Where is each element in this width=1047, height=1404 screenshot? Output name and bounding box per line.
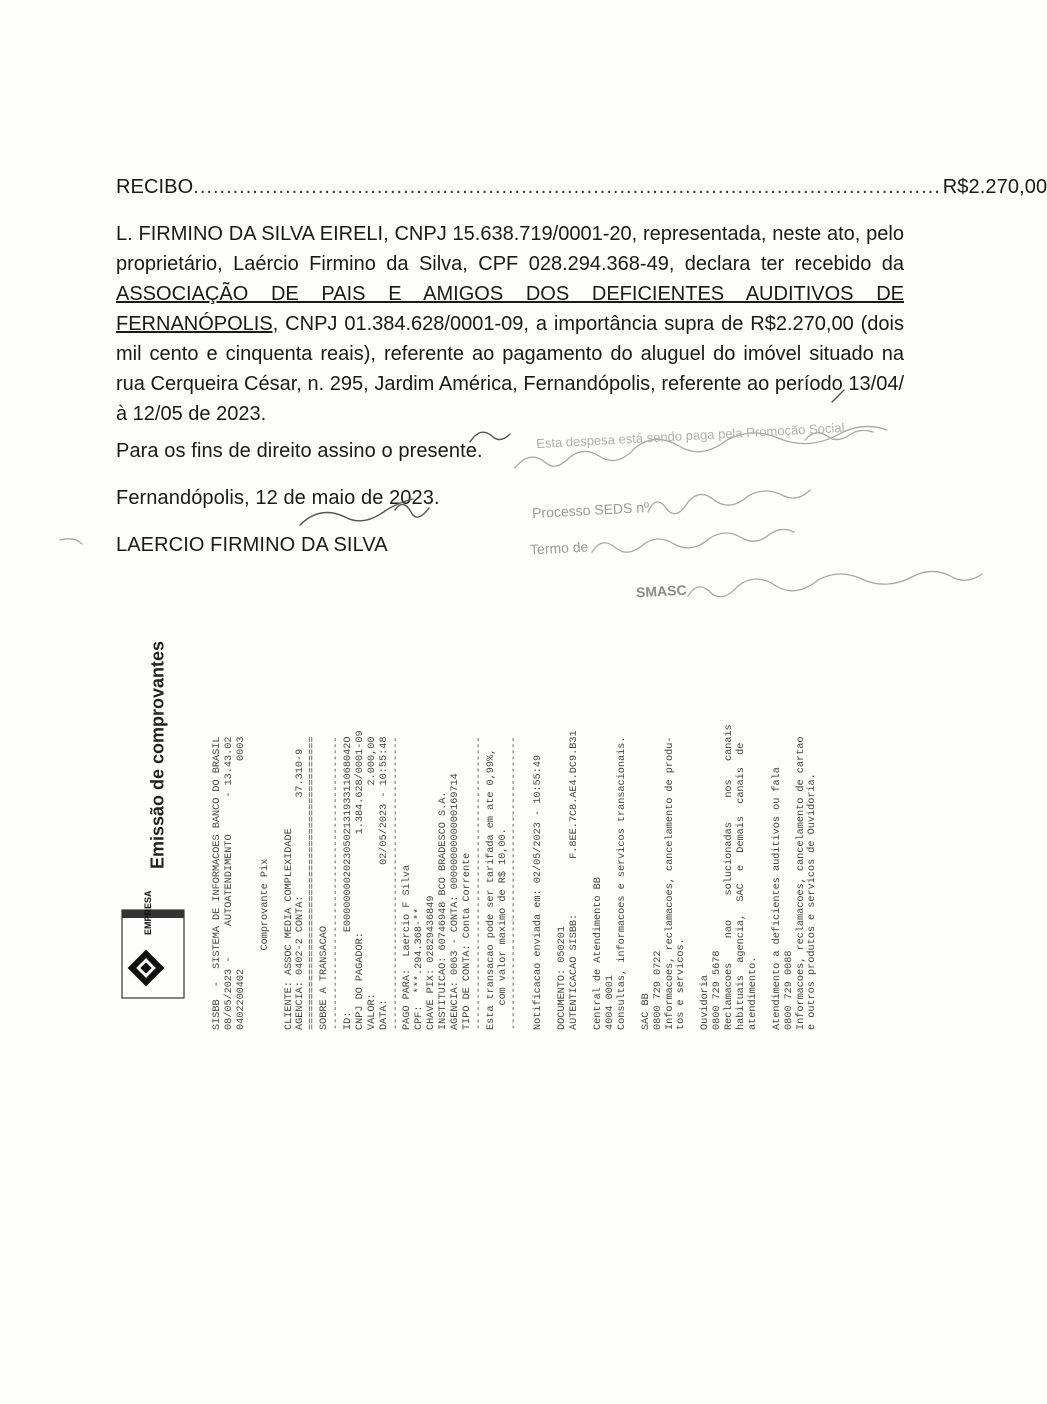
slip-line: com valor maximo de R$ 10,00. bbox=[497, 828, 509, 1030]
pix-receipt-slip-anchor bbox=[212, 724, 819, 1040]
receipt-amount: R$2.270,00 bbox=[942, 176, 1047, 198]
slip-line: Informacoes, reclamacoes, cancelamento de cartao bbox=[795, 736, 807, 1030]
slip-line: Reclamacoes nao solucionadas nos canais bbox=[724, 724, 736, 1030]
bank-logo-icon bbox=[122, 890, 184, 998]
slip-line: ------------------------------------------------ bbox=[473, 736, 485, 1030]
slip-line bbox=[688, 610, 700, 1030]
slip-line: habituais agencia, SAC e Demais canais de bbox=[735, 742, 747, 1030]
slip-line: 0800 729 0722 bbox=[652, 950, 664, 1030]
slip-line: Esta transacao pode ser tarifada em ate 0,99%, bbox=[485, 748, 497, 1030]
slip-line: INSTITUICAO: 60746948 BCO BRADESCO S.A. bbox=[438, 791, 450, 1030]
slip-line: 4004 0001 bbox=[604, 974, 616, 1030]
receipt-body-part-2: CNPJ 01.384.628/0001-09, a importância supra de R$2.270,00 (dois mil cento e cinquenta reais), referente ao pagamento do aluguel do imóvel situado na rua Cerqueira César, n. 295, Jardim América, Fernandópolis, referente ao período 13/04/ à 12/05 de 2023. bbox=[116, 313, 904, 425]
slip-line: ------------------------------------------------ bbox=[331, 736, 343, 1030]
slip-line: AGENCIA: 0402-2 CONTA: 37.310-9 bbox=[295, 748, 307, 1030]
slip-line: Comprovante Pix bbox=[259, 858, 271, 1030]
handwritten-signature bbox=[0, 0, 992, 640]
bank-logo-text: EMPRESA bbox=[143, 890, 153, 935]
receipt-closing: Para os fins de direito assino o presente. bbox=[116, 440, 483, 462]
stamp-smasc: SMASC bbox=[635, 581, 687, 601]
slip-line: tos e servicos. bbox=[676, 938, 688, 1030]
slip-line: AUTENTICACAO SISBB: F.8EE.7C8.AE4.DC9.B31 bbox=[569, 730, 581, 1030]
receipt-payer-name: ASSOCIAÇÃO DE PAIS E AMIGOS DOS DEFICIENTES AUDITIVOS DE FERNANÓPOLIS, bbox=[116, 283, 904, 335]
slip-line: VALOR: 2.000,00 bbox=[366, 736, 378, 1030]
stamp-termo: Termo de bbox=[529, 538, 589, 558]
slip-line bbox=[760, 610, 772, 1030]
slip-title: Emissão de comprovantes bbox=[147, 640, 168, 870]
slip-line: Informacoes, reclamacoes, cancelamento de produ- bbox=[664, 736, 676, 1030]
slip-line bbox=[581, 610, 593, 1030]
slip-line: 0402200402 0003 bbox=[235, 736, 247, 1030]
slip-line: ================================================ bbox=[307, 736, 319, 1030]
slip-line: PAGO PARA: Laercio F Silva bbox=[402, 864, 414, 1030]
receipt-body-part-1: L. FIRMINO DA SILVA EIRELI, CNPJ 15.638.719/0001-20, representada, neste ato, pelo proprietário, Laércio Firmino da Silva, CPF 028.294.368-49, declara ter recebido da bbox=[116, 223, 904, 275]
slip-line: TIPO DE CONTA: Conta Corrente bbox=[461, 852, 473, 1030]
slip-line bbox=[545, 610, 557, 1030]
slip-line bbox=[248, 610, 260, 1030]
slip-line: SAC BB bbox=[640, 993, 652, 1030]
slip-line: Consultas, informacoes e servicos transacionais. bbox=[616, 736, 628, 1030]
slip-line: 0800 729 5678 bbox=[712, 950, 724, 1030]
slip-line: Ouvidoria bbox=[700, 974, 712, 1030]
stamp-line-1: Esta despesa está sendo paga pela Promoção Social bbox=[535, 419, 845, 452]
slip-line: 08/05/2023 - AUTOATENDIMENTO - 13.43.02 bbox=[223, 736, 235, 1030]
slip-line bbox=[272, 610, 284, 1030]
receipt-title: RECIBO bbox=[116, 176, 194, 198]
slip-line: 0800 729 0088 bbox=[783, 950, 795, 1030]
slip-line: e outros produtos e servicos de Ouvidoria. bbox=[807, 773, 819, 1030]
slip-line: CLIENTE: ASSOC MEDIA COMPLEXIDADE bbox=[283, 828, 295, 1030]
slip-line: ID: E000000002023050213193311068042O bbox=[343, 736, 355, 1030]
slip-line: atendimento. bbox=[747, 956, 759, 1030]
receipt-place-date: Fernandópolis, 12 de maio de 2023. bbox=[116, 487, 440, 509]
slip-line: Notificacao enviada em: 02/05/2023 - 10:55:49 bbox=[533, 754, 545, 1030]
slip-line: SISBB - SISTEMA DE INFORMACOES BANCO DO BRASIL bbox=[212, 736, 223, 1030]
slip-line: Central de Atendimento BB bbox=[593, 877, 605, 1030]
slip-line bbox=[629, 610, 641, 1030]
slip-line: CNPJ DO PAGADOR: 1.384.628/0001-09 bbox=[354, 730, 366, 1030]
slip-line: DOCUMENTO: 050201 bbox=[557, 926, 569, 1030]
receipt-leader-dots: .................................................................................................................. bbox=[193, 176, 941, 198]
slip-line: SOBRE A TRANSACAO bbox=[319, 926, 331, 1030]
stamp-processo: Processo SEDS nº bbox=[531, 498, 650, 522]
slip-line bbox=[521, 610, 533, 1030]
receipt-signer: LAERCIO FIRMINO DA SILVA bbox=[116, 534, 388, 556]
slip-line: Atendimento a deficientes auditivos ou fala bbox=[771, 767, 783, 1030]
pix-receipt-slip bbox=[212, 610, 819, 1030]
slip-line: DATA: 02/05/2023 - 10:55:48 bbox=[378, 736, 390, 1030]
slip-line: ------------------------------------------------ bbox=[390, 736, 402, 1030]
slip-line: ------------------------------------------------ bbox=[509, 736, 521, 1030]
slip-line: CPF: ***.294.368-** bbox=[414, 907, 426, 1030]
slip-line: AGENCIA: 0063 - CONTA: 0000000000000169714 bbox=[450, 773, 462, 1030]
slip-line: CHAVE PIX: 02829436849 bbox=[426, 895, 438, 1030]
